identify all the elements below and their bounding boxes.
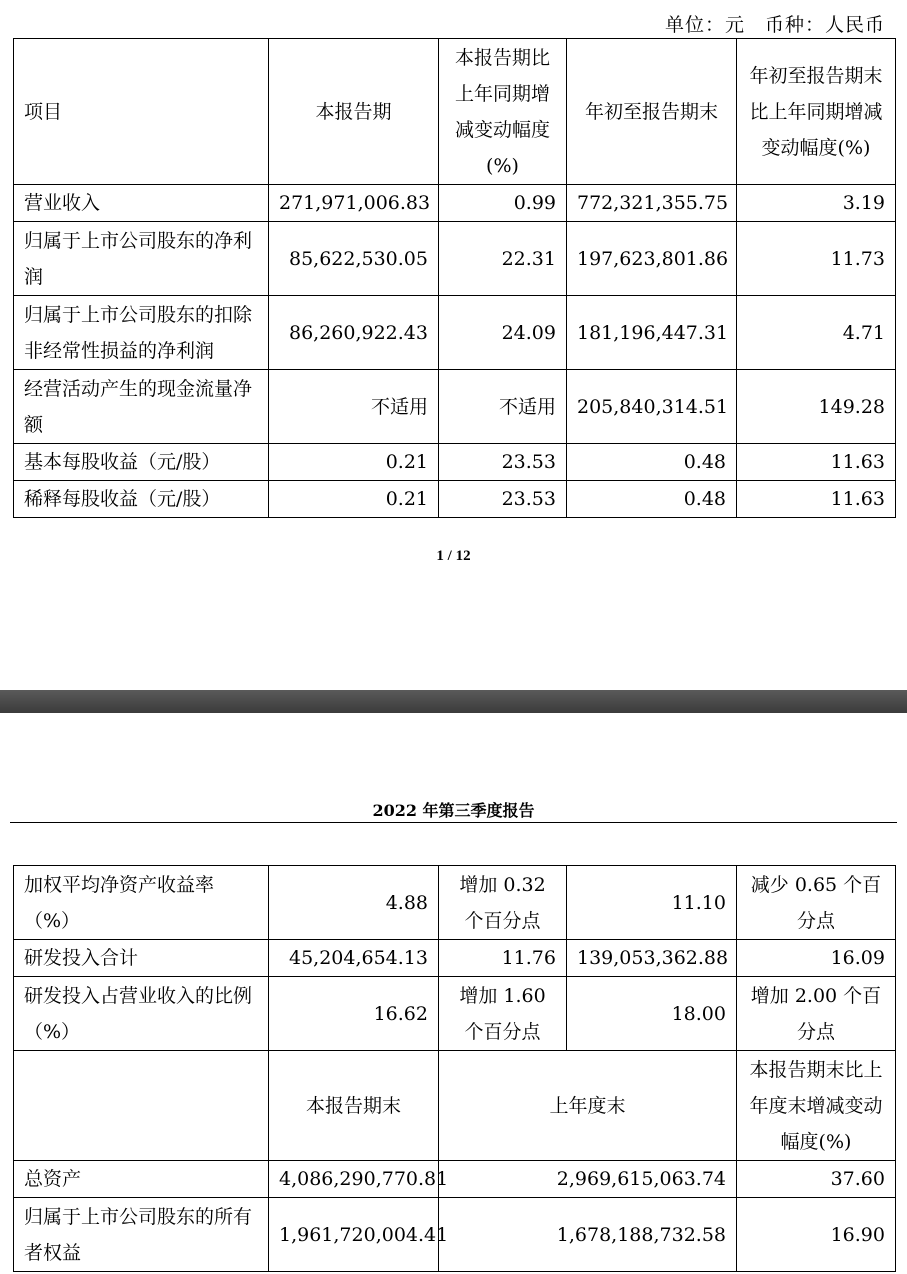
- table-row: [14, 222, 896, 296]
- key-financials-table-continued: [13, 865, 896, 1272]
- header-current-change: 本报告期比上年同期增减变动幅度(%): [439, 39, 567, 185]
- cell-value: 0.48: [567, 481, 737, 518]
- cell-value: 增加 2.00 个百分点: [737, 977, 896, 1051]
- cell-value: 772,321,355.75: [567, 185, 737, 222]
- cell-value: 2,969,615,063.74: [439, 1161, 737, 1198]
- table-row: [14, 1161, 896, 1198]
- cell-value: 85,622,530.05: [269, 222, 439, 296]
- cell-value: 271,971,006.83: [269, 185, 439, 222]
- subheader-item: [14, 1051, 269, 1161]
- cell-value: 11.63: [737, 444, 896, 481]
- cell-value: 11.73: [737, 222, 896, 296]
- cell-value: 11.10: [567, 866, 737, 940]
- row-label: 归属于上市公司股东的扣除非经常性损益的净利润: [14, 296, 269, 370]
- cell-value: 1,678,188,732.58: [439, 1198, 737, 1272]
- table-row: [14, 296, 896, 370]
- row-label: 加权平均净资产收益率（%）: [14, 866, 269, 940]
- cell-value: 24.09: [439, 296, 567, 370]
- table-row: [14, 444, 896, 481]
- cell-value: 0.48: [567, 444, 737, 481]
- subheader-change: 本报告期末比上年度末增减变动幅度(%): [737, 1051, 896, 1161]
- cell-value: 4.88: [269, 866, 439, 940]
- cell-value: 18.00: [567, 977, 737, 1051]
- cell-value: 16.90: [737, 1198, 896, 1272]
- cell-value: 不适用: [439, 370, 567, 444]
- cell-value: 4.71: [737, 296, 896, 370]
- cell-value: 86,260,922.43: [269, 296, 439, 370]
- cell-value: 11.63: [737, 481, 896, 518]
- table-row: [14, 940, 896, 977]
- table-row: [14, 1198, 896, 1272]
- page-separator: [0, 690, 907, 713]
- subheader-period-end: 本报告期末: [269, 1051, 439, 1161]
- cell-value: 3.19: [737, 185, 896, 222]
- page-number: 1 / 12: [436, 548, 471, 564]
- header-current-period: 本报告期: [269, 39, 439, 185]
- table-row: [14, 866, 896, 940]
- cell-value: 37.60: [737, 1161, 896, 1198]
- row-label: 研发投入占营业收入的比例（%）: [14, 977, 269, 1051]
- cell-value: 16.62: [269, 977, 439, 1051]
- table-row: [14, 481, 896, 518]
- cell-value: 22.31: [439, 222, 567, 296]
- cell-value: 0.99: [439, 185, 567, 222]
- row-label: 经营活动产生的现金流量净额: [14, 370, 269, 444]
- table-header-row: [14, 39, 896, 185]
- row-label: 稀释每股收益（元/股）: [14, 481, 269, 518]
- header-item: 项目: [14, 39, 269, 185]
- header-ytd-change: 年初至报告期末比上年同期增减变动幅度(%): [737, 39, 896, 185]
- cell-value: 1,961,720,004.41: [269, 1198, 439, 1272]
- key-financials-table: [13, 38, 896, 518]
- row-label: 归属于上市公司股东的所有者权益: [14, 1198, 269, 1272]
- unit-currency-note: 单位：元 币种：人民币: [664, 14, 885, 36]
- cell-value: 149.28: [737, 370, 896, 444]
- cell-value: 197,623,801.86: [567, 222, 737, 296]
- row-label: 研发投入合计: [14, 940, 269, 977]
- cell-value: 16.09: [737, 940, 896, 977]
- table-row: [14, 370, 896, 444]
- cell-value: 增加 0.32 个百分点: [439, 866, 567, 940]
- table-row: [14, 185, 896, 222]
- cell-value: 减少 0.65 个百分点: [737, 866, 896, 940]
- cell-value: 增加 1.60 个百分点: [439, 977, 567, 1051]
- row-label: 归属于上市公司股东的净利润: [14, 222, 269, 296]
- cell-value: 181,196,447.31: [567, 296, 737, 370]
- cell-value: 0.21: [269, 444, 439, 481]
- table-row: [14, 977, 896, 1051]
- cell-value: 23.53: [439, 481, 567, 518]
- subheader-prior-year-end: 上年度末: [439, 1051, 737, 1161]
- row-label: 基本每股收益（元/股）: [14, 444, 269, 481]
- report-header: 2022 年第三季度报告: [372, 801, 535, 820]
- row-label: 总资产: [14, 1161, 269, 1198]
- cell-value: 4,086,290,770.81: [269, 1161, 439, 1198]
- cell-value: 23.53: [439, 444, 567, 481]
- cell-value: 0.21: [269, 481, 439, 518]
- table-subheader-row: [14, 1051, 896, 1161]
- cell-value: 205,840,314.51: [567, 370, 737, 444]
- cell-value: 45,204,654.13: [269, 940, 439, 977]
- cell-value: 不适用: [269, 370, 439, 444]
- header-rule: [10, 822, 897, 823]
- header-ytd: 年初至报告期末: [567, 39, 737, 185]
- row-label: 营业收入: [14, 185, 269, 222]
- cell-value: 11.76: [439, 940, 567, 977]
- cell-value: 139,053,362.88: [567, 940, 737, 977]
